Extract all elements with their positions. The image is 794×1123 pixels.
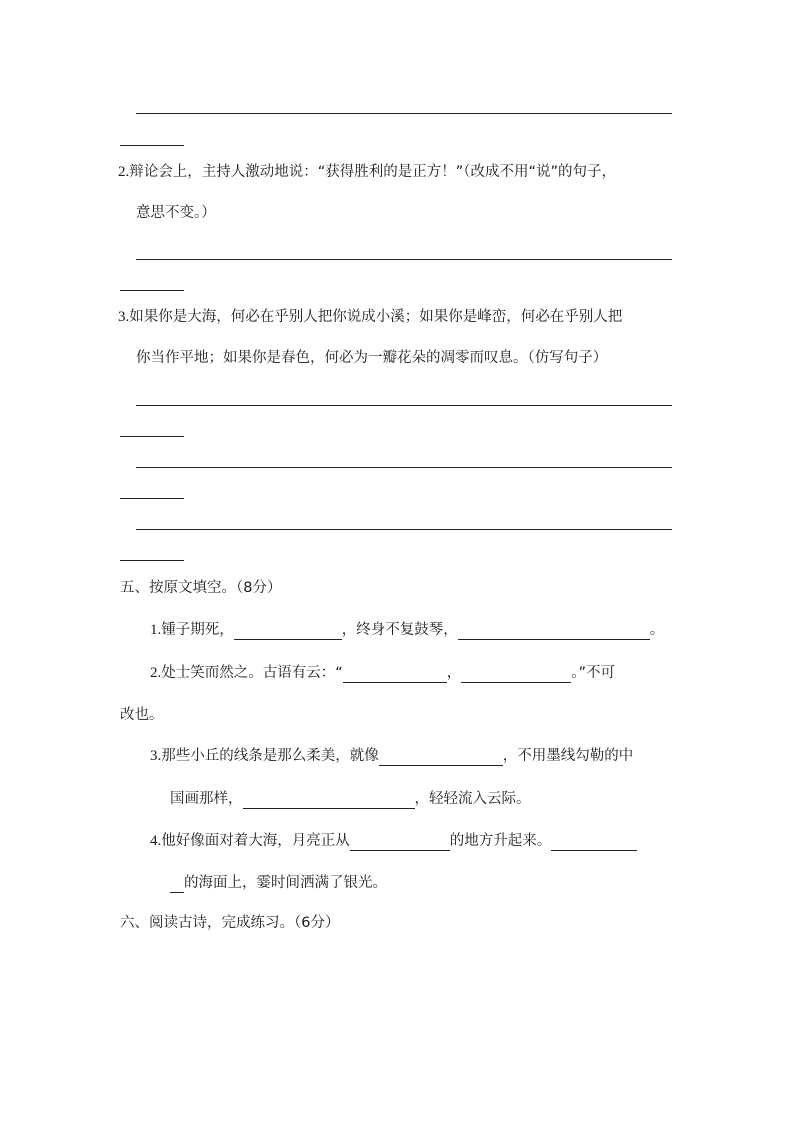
fill-item-2 — [150, 663, 615, 683]
question-text: 辩论会上，主持人激动地说：“获得胜利的是正方！”（改成不用“说”的句子， — [129, 164, 617, 180]
item-text: 处士笑而然之。古语有云：“ — [161, 665, 343, 681]
section-5-heading: 五、按原文填空。（8分） — [120, 580, 282, 596]
fill-blank[interactable] — [170, 876, 184, 893]
answer-line-short[interactable] — [120, 436, 184, 437]
item-number: 3. — [150, 748, 162, 764]
fill-blank[interactable] — [461, 666, 571, 683]
fill-item-4-continuation — [170, 873, 387, 893]
item-text: 。 — [649, 622, 665, 638]
question-2-line-1 — [118, 162, 616, 182]
answer-line[interactable] — [136, 529, 672, 530]
answer-line-short[interactable] — [120, 498, 184, 499]
fill-item-2-continuation: 改也。 — [120, 707, 164, 723]
fill-blank[interactable] — [243, 792, 415, 809]
fill-blank[interactable] — [234, 623, 342, 640]
item-text: 他好像面对着大海，月亮正从 — [161, 833, 350, 849]
question-3-line-2: 你当作平地；如果你是春色，何必为一瓣花朵的凋零而叹息。（仿写句子） — [136, 350, 608, 366]
fill-blank[interactable] — [551, 834, 637, 851]
item-text: ， — [446, 665, 462, 681]
fill-item-3 — [150, 746, 633, 766]
answer-line-short[interactable] — [120, 290, 184, 291]
item-text: 的地方升起来。 — [449, 833, 552, 849]
section-6-heading: 六、阅读古诗，完成练习。（6分） — [120, 915, 340, 931]
item-text: 。”不可 — [571, 665, 616, 681]
answer-line-short[interactable] — [120, 560, 184, 561]
question-3-line-1 — [118, 307, 622, 327]
item-text: ，轻轻流入云际。 — [414, 791, 531, 807]
fill-item-3-continuation — [170, 789, 531, 809]
item-text: ，不用墨线勾勒的中 — [502, 748, 634, 764]
answer-line[interactable] — [136, 113, 672, 114]
question-number: 3. — [118, 309, 130, 325]
fill-blank[interactable] — [343, 666, 447, 683]
item-text: 锺子期死， — [161, 622, 234, 638]
question-2-line-2: 意思不变。） — [136, 205, 216, 221]
item-text: ，终身不复鼓琴， — [341, 622, 458, 638]
fill-blank[interactable] — [350, 834, 450, 851]
item-text: 那些小丘的线条是那么柔美，就像 — [161, 748, 379, 764]
question-number: 2. — [118, 164, 130, 180]
item-number: 2. — [150, 665, 162, 681]
fill-blank[interactable] — [379, 749, 503, 766]
fill-item-4 — [150, 831, 637, 851]
item-text: 国画那样， — [170, 791, 243, 807]
item-number: 4. — [150, 833, 162, 849]
fill-blank[interactable] — [458, 623, 650, 640]
answer-line[interactable] — [136, 467, 672, 468]
item-number: 1. — [150, 622, 162, 638]
answer-line[interactable] — [136, 405, 672, 406]
question-text: 如果你是大海，何必在乎别人把你说成小溪；如果你是峰峦，何必在乎别人把 — [129, 309, 623, 325]
answer-line-short[interactable] — [120, 145, 184, 146]
fill-item-1 — [150, 620, 664, 640]
item-text: 的海面上，霎时间洒满了银光。 — [184, 875, 387, 891]
answer-line[interactable] — [136, 259, 672, 260]
